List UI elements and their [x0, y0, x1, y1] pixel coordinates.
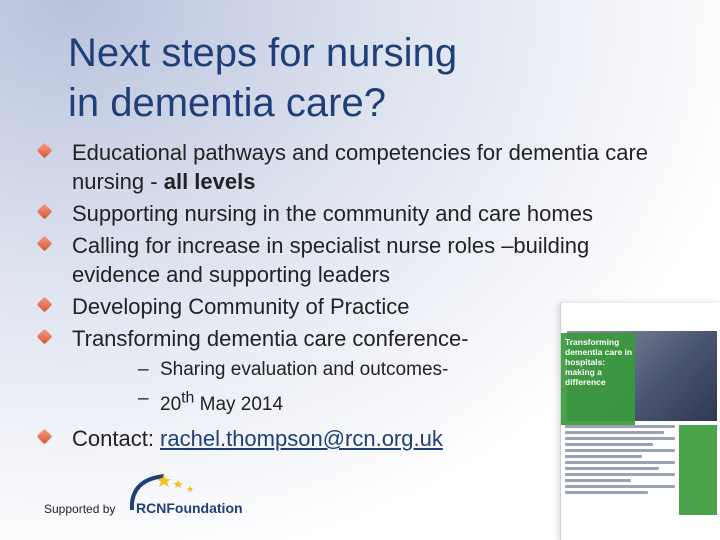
- contact-label: Contact:: [72, 426, 161, 451]
- dash-icon: –: [138, 359, 149, 380]
- bullet-text: Supporting nursing in the community and care homes: [72, 201, 593, 226]
- bullet-item: [38, 199, 648, 228]
- footer: [44, 470, 244, 520]
- poster-body-text: [565, 425, 675, 535]
- diamond-bullet-icon: [37, 329, 53, 345]
- bullet-item: [38, 292, 648, 321]
- bullet-text: Transforming dementia care conference-: [72, 326, 469, 351]
- supported-by-text: Supported by: [44, 502, 116, 516]
- contact-line: [38, 424, 443, 453]
- bullet-text: Educational pathways and competencies for dementia care nursing -: [72, 140, 649, 194]
- diamond-bullet-icon: [37, 143, 53, 159]
- poster-heading: Transforming dementia care in hospitals: making a difference: [565, 337, 633, 387]
- logo-text: RCNFoundation: [136, 500, 243, 516]
- bullet-item: [38, 231, 648, 289]
- bullet-bold-text: all levels: [163, 169, 256, 194]
- conference-poster-image: [560, 303, 720, 540]
- title-line-1: Next steps for nursing: [68, 31, 458, 75]
- sub-bullet-date: 20th May 2014: [160, 390, 284, 416]
- poster-sidebar: [679, 425, 717, 515]
- diamond-bullet-icon: [37, 204, 53, 220]
- contact-email-link[interactable]: rachel.thompson@rcn.org.uk: [160, 426, 443, 451]
- dash-icon: –: [138, 388, 149, 409]
- slide-title: [68, 28, 548, 128]
- diamond-bullet-icon: [37, 297, 53, 313]
- bullet-text: Developing Community of Practice: [72, 294, 410, 319]
- bullet-list: [38, 138, 648, 422]
- diamond-bullet-icon: [37, 429, 53, 445]
- bullet-item: [38, 324, 648, 419]
- sub-bullet-text: Sharing evaluation and outcomes-: [160, 359, 449, 380]
- diamond-bullet-icon: [37, 236, 53, 252]
- title-line-2: in dementia care?: [68, 81, 386, 125]
- bullet-text: Calling for increase in specialist nurse roles –building evidence and supporting leaders: [72, 233, 590, 287]
- bullet-item: [38, 138, 648, 196]
